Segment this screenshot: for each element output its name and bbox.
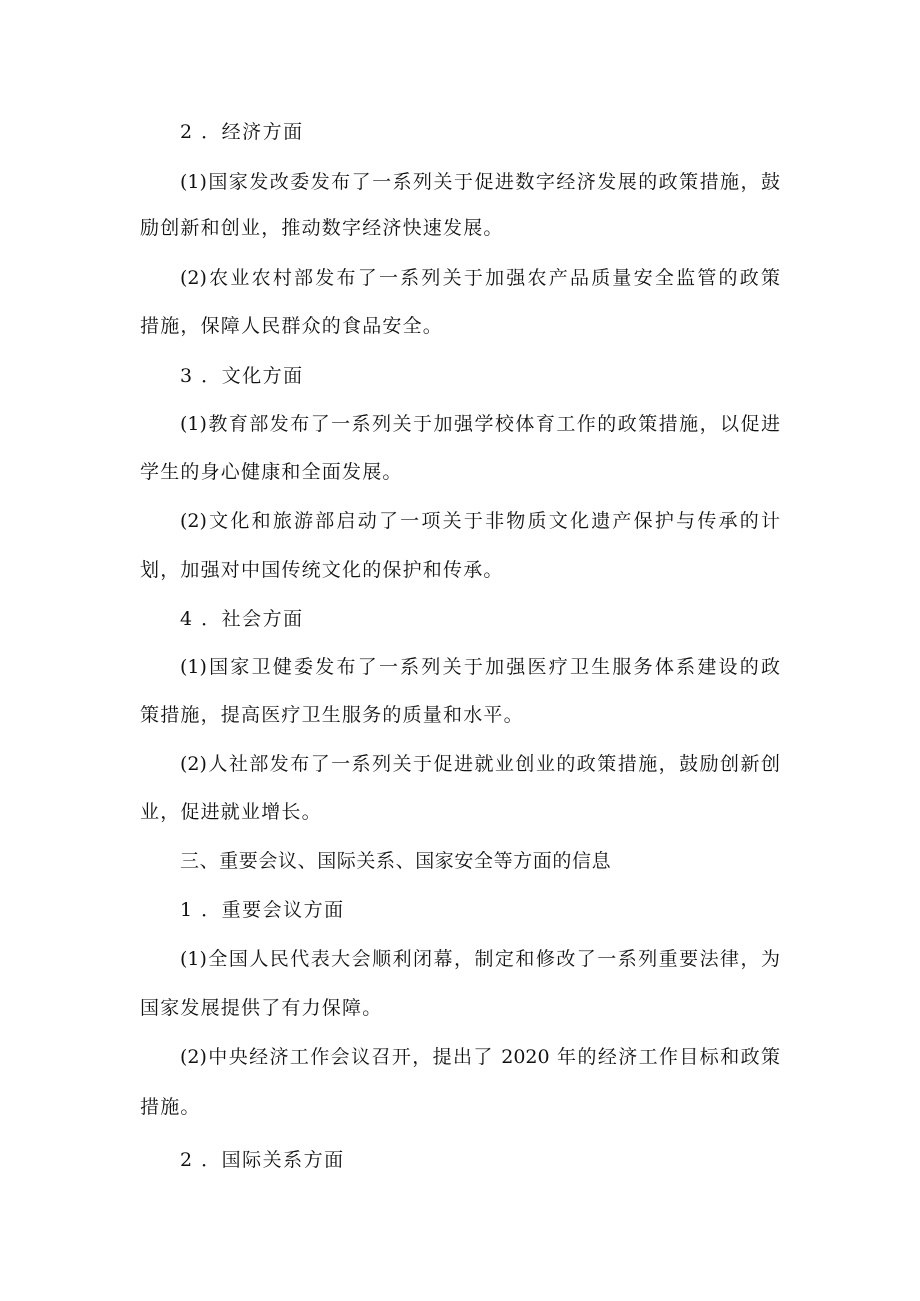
section-heading-society: 4 ．社会方面 — [180, 608, 304, 630]
paragraph-first-line: (1)国家发改委发布了一系列关于促进数字经济发展的政策措施，鼓 — [180, 171, 780, 193]
paragraph-continuation: 策措施，提高医疗卫生服务的质量和水平。 — [140, 704, 524, 726]
paragraph-continuation: 措施，保障人民群众的食品安全。 — [140, 315, 444, 337]
section-heading-meetings: 1 ．重要会议方面 — [180, 899, 345, 921]
paragraph-first-line: (2)中央经济工作会议召开，提出了 2020 年的经济工作目标和政策 — [180, 1046, 780, 1068]
chapter-heading: 三、重要会议、国际关系、国家安全等方面的信息 — [180, 850, 612, 872]
paragraph-continuation: 业，促进就业增长。 — [140, 801, 322, 823]
paragraph-first-line: (1)国家卫健委发布了一系列关于加强医疗卫生服务体系建设的政 — [180, 656, 780, 678]
section-heading-economy: 2 ．经济方面 — [180, 121, 304, 143]
paragraph-continuation: 划，加强对中国传统文化的保护和传承。 — [140, 559, 504, 581]
paragraph-continuation: 措施。 — [140, 1096, 201, 1118]
paragraph-first-line: (2)农业农村部发布了一系列关于加强农产品质量安全监管的政策 — [180, 267, 780, 289]
section-heading-international: 2 ．国际关系方面 — [180, 1149, 345, 1171]
paragraph-continuation: 学生的身心健康和全面发展。 — [140, 461, 403, 483]
paragraph-first-line: (1)教育部发布了一系列关于加强学校体育工作的政策措施，以促进 — [180, 413, 780, 435]
paragraph-continuation: 国家发展提供了有力保障。 — [140, 997, 383, 1019]
paragraph-first-line: (2)文化和旅游部启动了一项关于非物质文化遗产保护与传承的计 — [180, 510, 780, 532]
section-heading-culture: 3 ．文化方面 — [180, 365, 304, 387]
paragraph-first-line: (2)人社部发布了一系列关于促进就业创业的政策措施，鼓励创新创 — [180, 753, 780, 775]
paragraph-first-line: (1)全国人民代表大会顺利闭幕，制定和修改了一系列重要法律，为 — [180, 948, 780, 970]
paragraph-continuation: 励创新和创业，推动数字经济快速发展。 — [140, 217, 504, 239]
